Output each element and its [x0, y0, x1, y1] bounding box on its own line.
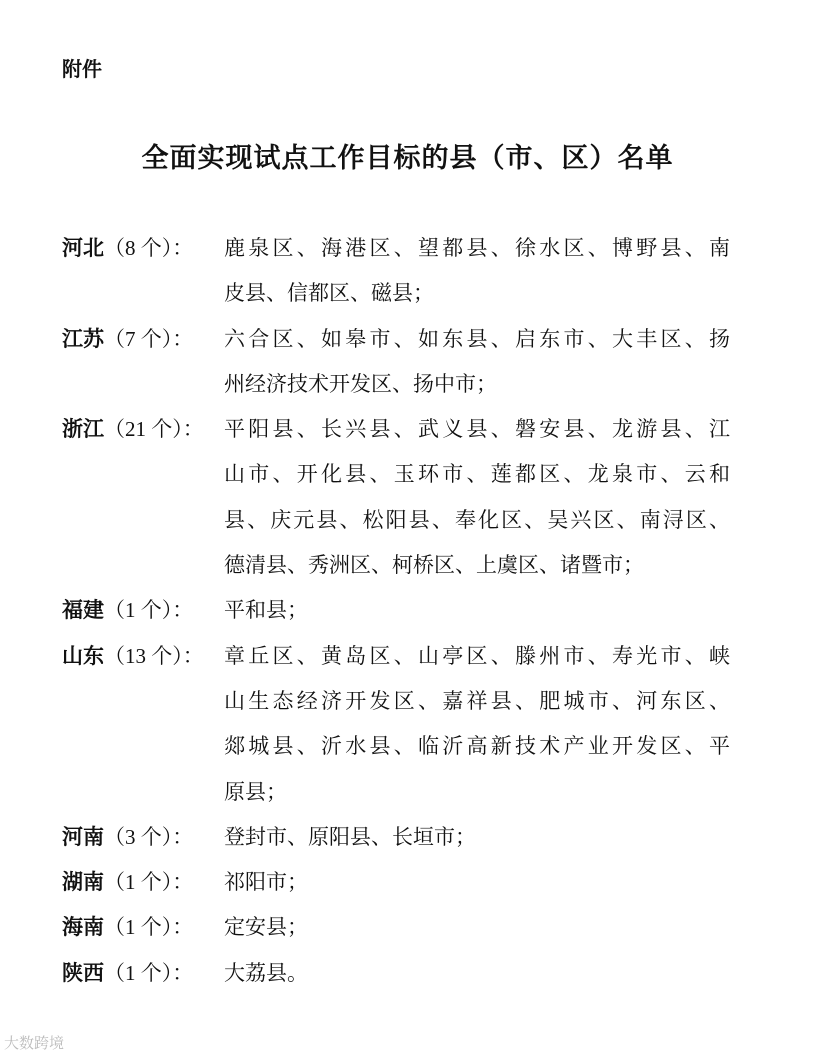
county-list — [62, 226, 732, 996]
county-count: （21 个）： — [104, 417, 204, 442]
province-label — [62, 815, 224, 860]
county-line: 鹿泉区、海港区、望都县、徐水区、博野县、南 — [224, 236, 730, 260]
county-count: （1 个）： — [104, 870, 194, 895]
province-name: 湖南 — [62, 870, 104, 895]
county-count: （8 个）： — [104, 236, 194, 260]
county-line: 章丘区、黄岛区、山亭区、滕州市、寿光市、峡 — [224, 643, 730, 668]
county-names — [224, 951, 730, 996]
county-line: 州经济技术开发区、扬中市； — [224, 371, 497, 396]
province-label — [62, 317, 224, 408]
county-line: 德清县、秀洲区、柯桥区、上虞区、诸暨市； — [224, 553, 644, 578]
province-entry — [62, 860, 732, 905]
county-line: 县、庆元县、松阳县、奉化区、吴兴区、南浔区、 — [224, 507, 730, 532]
province-entry — [62, 588, 732, 633]
province-name: 山东 — [62, 643, 104, 668]
county-line: 定安县； — [224, 915, 308, 940]
county-names — [224, 226, 730, 317]
county-count: （1 个）： — [104, 960, 194, 985]
province-entry — [62, 951, 732, 996]
county-names — [224, 317, 730, 408]
province-label — [62, 226, 224, 317]
document-title: 全面实现试点工作目标的县（市、区）名单 — [141, 143, 674, 174]
province-label — [62, 588, 224, 633]
province-entry — [62, 815, 732, 860]
province-entry — [62, 317, 732, 408]
county-count: （7 个）： — [104, 326, 194, 351]
county-line: 平和县； — [224, 598, 308, 623]
county-line: 山生态经济开发区、嘉祥县、肥城市、河东区、 — [224, 688, 730, 713]
county-line: 皮县、信都区、磁县； — [224, 281, 434, 306]
county-names — [224, 860, 730, 905]
county-line: 六合区、如皋市、如东县、启东市、大丰区、扬 — [224, 326, 730, 351]
county-line: 郯城县、沂水县、临沂高新技术产业开发区、平 — [224, 734, 730, 759]
province-label — [62, 860, 224, 905]
province-name: 海南 — [62, 915, 104, 940]
county-count: （1 个）： — [104, 598, 194, 623]
county-line: 登封市、原阳县、长垣市； — [224, 824, 476, 849]
province-entry — [62, 407, 732, 588]
province-entry — [62, 905, 732, 950]
province-label — [62, 951, 224, 996]
province-label — [62, 407, 224, 588]
county-names — [224, 815, 730, 860]
county-line: 山市、开化县、玉环市、莲都区、龙泉市、云和 — [224, 462, 730, 487]
province-name: 河北 — [62, 236, 104, 260]
county-line: 原县； — [224, 779, 287, 804]
attachment-label: 附件 — [62, 57, 102, 81]
county-count: （1 个）： — [104, 915, 194, 940]
province-entry — [62, 226, 732, 317]
county-line: 大荔县。 — [224, 960, 308, 985]
county-line: 祁阳市； — [224, 870, 308, 895]
province-entry — [62, 634, 732, 815]
county-names — [224, 634, 730, 815]
province-name: 河南 — [62, 824, 104, 849]
county-names — [224, 407, 730, 588]
county-names — [224, 905, 730, 950]
county-names — [224, 588, 730, 633]
province-name: 江苏 — [62, 326, 104, 351]
county-count: （13 个）： — [104, 643, 204, 668]
watermark: 大数跨境 — [4, 1034, 65, 1052]
province-name: 福建 — [62, 598, 104, 623]
province-label — [62, 905, 224, 950]
province-name: 陕西 — [62, 960, 104, 985]
county-line: 平阳县、长兴县、武义县、磐安县、龙游县、江 — [224, 417, 730, 442]
province-label — [62, 634, 224, 815]
county-count: （3 个）： — [104, 824, 194, 849]
province-name: 浙江 — [62, 417, 104, 442]
